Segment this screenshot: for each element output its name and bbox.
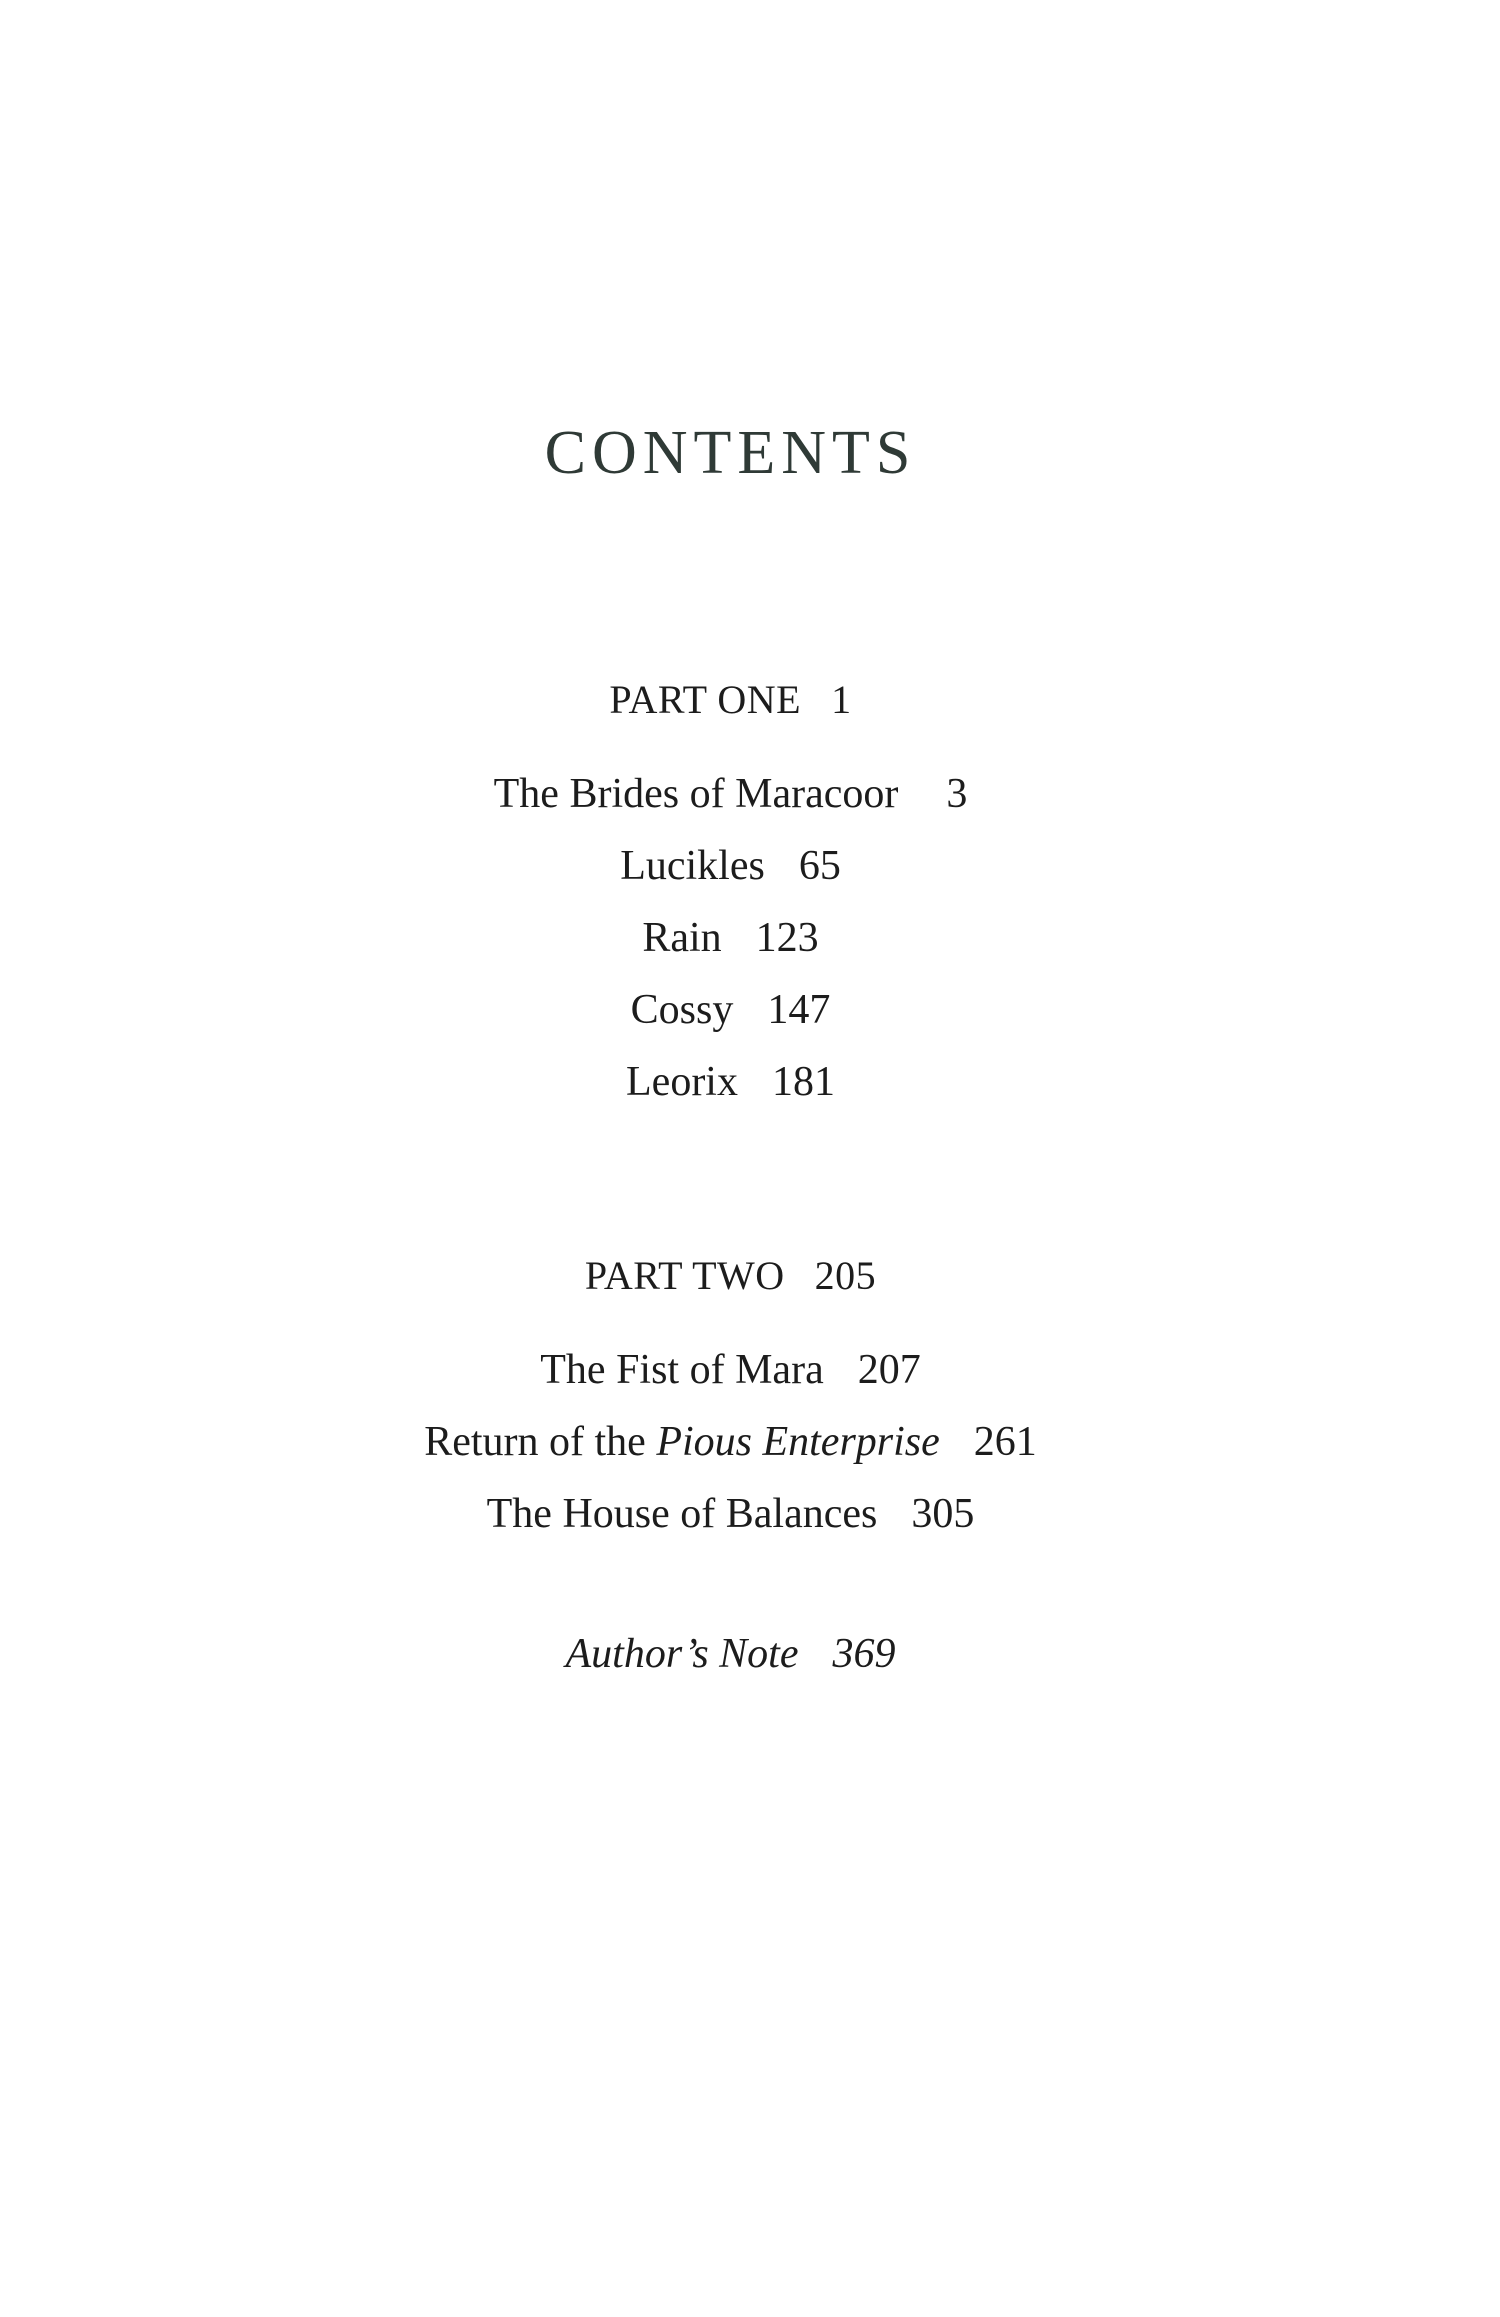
- toc-entry: [0, 914, 1461, 962]
- part-one-heading: [0, 676, 1461, 723]
- toc-entry: [0, 986, 1461, 1034]
- chapter-title: Leorix: [626, 1059, 738, 1105]
- part-one-page: 1: [831, 677, 852, 722]
- part-two-page: 205: [814, 1253, 877, 1298]
- chapter-page: 261: [973, 1419, 1037, 1465]
- chapter-title: The Brides of Maracoor: [493, 771, 899, 817]
- toc-entry: [0, 1490, 1461, 1538]
- chapter-title: The House of Balances: [486, 1491, 878, 1537]
- page-title: CONTENTS: [544, 419, 917, 487]
- toc-entry: [0, 1346, 1461, 1394]
- chapter-page: 207: [857, 1347, 921, 1393]
- part-two-label: PART TWO: [584, 1253, 785, 1298]
- chapter-title: Lucikles: [620, 843, 765, 889]
- chapter-page: 147: [767, 987, 831, 1033]
- toc-entry: [0, 842, 1461, 890]
- part-two-heading: [0, 1252, 1461, 1299]
- chapter-page: 3: [946, 771, 968, 817]
- authors-note-label: Author’s Note: [565, 1631, 799, 1677]
- part-one-label: PART ONE: [609, 677, 802, 722]
- chapter-title: Cossy: [630, 987, 734, 1033]
- chapter-title: The Fist of Mara: [540, 1347, 824, 1393]
- chapter-title: Rain: [642, 915, 722, 961]
- chapter-title-prefix: Return of the: [424, 1419, 657, 1465]
- chapter-title: [424, 1419, 940, 1465]
- chapter-page: 305: [911, 1491, 975, 1537]
- authors-note-entry: [0, 1630, 1461, 1678]
- chapter-page: 123: [755, 915, 819, 961]
- chapter-title-italic: Pious Enterprise: [656, 1419, 940, 1465]
- chapter-page: 65: [798, 843, 841, 889]
- chapter-page: 181: [771, 1059, 835, 1105]
- toc-entry: [0, 1058, 1461, 1106]
- toc-entry: [0, 1418, 1461, 1466]
- toc-entry: [0, 770, 1461, 818]
- authors-note-page: 369: [832, 1631, 896, 1677]
